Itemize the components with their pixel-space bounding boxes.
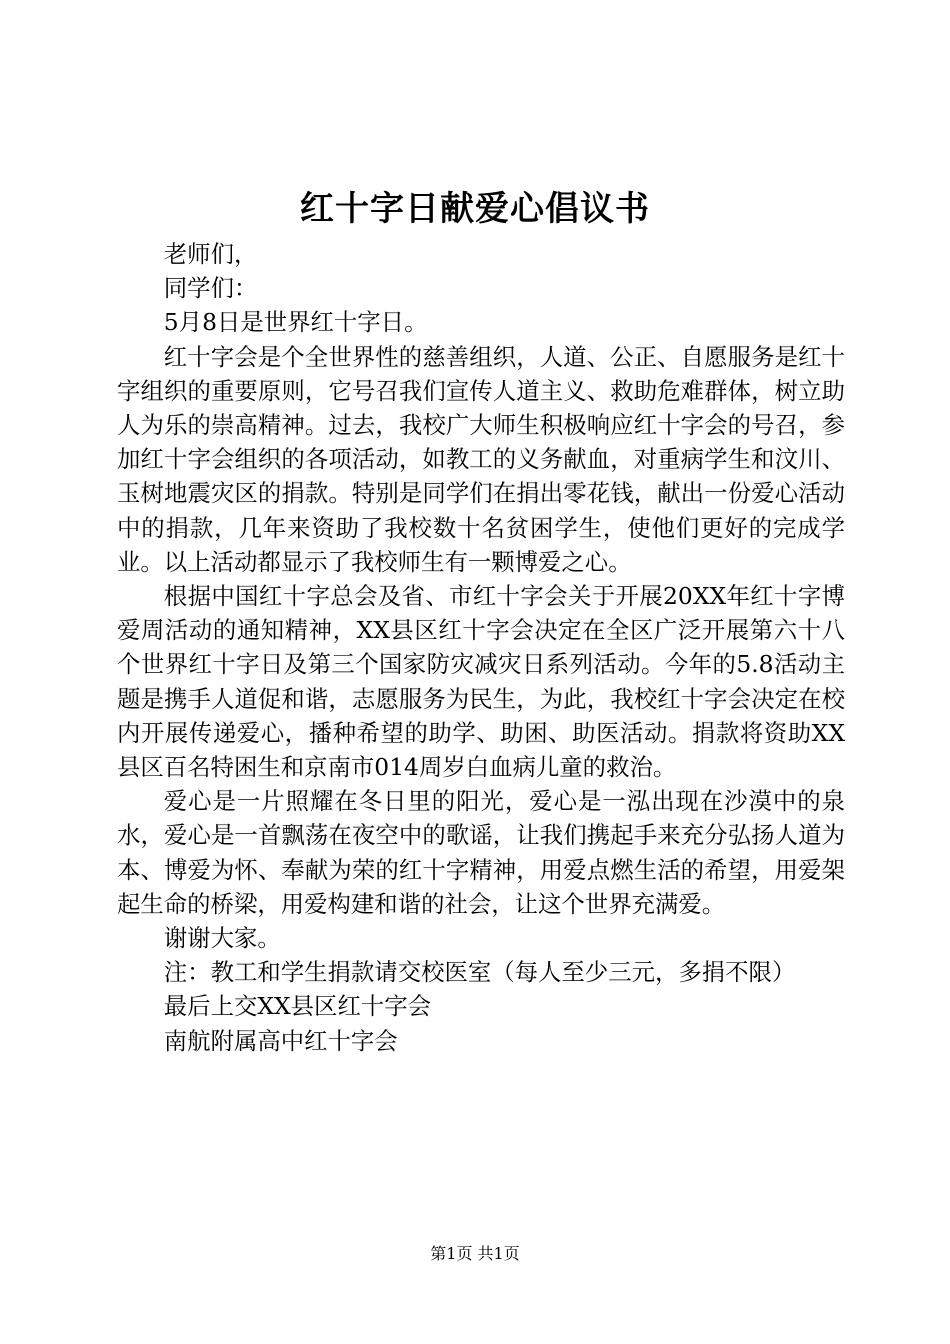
salutation-students: 同学们： xyxy=(163,274,258,303)
intro-paragraph: 5月8日是世界红十字日。 xyxy=(163,308,428,337)
body-paragraph: 红十字会是个全世界性的慈善组织，人道、公正、自愿服务是红十字组织的重要原则，它号召我们宣传人道主义、救助危难群体，树立助人为乐的崇高精神。过去，我校广大师生积极响应红十字会的号召，参加红十字会组织的各项活动，如教工的义务献血，对重病学生和汶川、玉树地震灾区的捐款。特别是同学们在捐出零花钱，献出一份爱心活动中的捐款，几年来资助了我校数十名贫困学生，使他们更好的完成学业。以上活动都显示了我校师生有一颗博爱之心。 xyxy=(117,342,845,576)
page-footer xyxy=(0,1242,950,1266)
body-paragraph: 根据中国红十字总会及省、市红十字会关于开展20XX年红十字博爱周活动的通知精神，XX县区红十字会决定在全区广泛开展第六十八个世界红十字日及第三个国家防灾减灾日系列活动。今年的5.8活动主题是携手人道促和谐，志愿服务为民生，为此，我校红十字会决定在校内开展传递爱心，播种希望的助学、助困、助医活动。捐款将资助XX县区百名特困生和京南市014周岁白血病儿童的救治。 xyxy=(117,582,845,782)
page-number-label: 第1页 共1页 xyxy=(430,1244,520,1263)
submission-line: 最后上交XX县区红十字会 xyxy=(163,992,432,1021)
note-paragraph: 注：教工和学生捐款请交校医室（每人至少三元，多捐不限） xyxy=(163,958,796,987)
thanks-paragraph: 谢谢大家。 xyxy=(163,924,281,953)
document-body xyxy=(117,237,845,1058)
signature-line: 南航附属高中红十字会 xyxy=(163,1026,398,1055)
document-title: 红十字日献爱心倡议书 xyxy=(300,189,650,229)
salutation-teachers: 老师们， xyxy=(163,240,258,268)
body-paragraph: 爱心是一片照耀在冬日里的阳光，爱心是一泓出现在沙漠中的泉水，爱心是一首飘荡在夜空中的歌谣，让我们携起手来充分弘扬人道为本、博爱为怀、奉献为荣的红十字精神，用爱点燃生活的希望，用爱架起生命的桥梁，用爱构建和谐的社会，让这个世界充满爱。 xyxy=(117,787,845,918)
